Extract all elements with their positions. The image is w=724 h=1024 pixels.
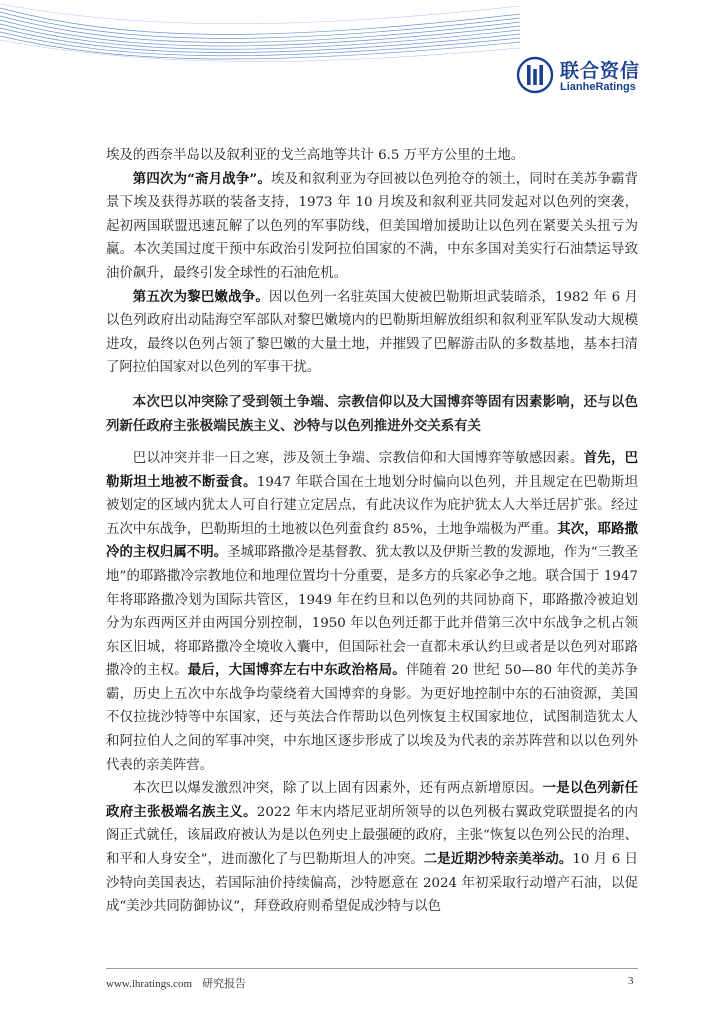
footer-website-link[interactable]: www.lhratings.com bbox=[106, 978, 193, 990]
footer-divider bbox=[106, 968, 638, 969]
paragraph-fourth-war bbox=[106, 168, 638, 286]
paragraph-fifth-war bbox=[106, 286, 638, 380]
paragraph-text: 本次巴以爆发激烈冲突，除了以上固有因素外，还有两点新增原因。 bbox=[132, 781, 543, 797]
paragraph-text: 埃及和叙利亚为夺回被以色列抢夺的领土，同时在美苏争霸背景下埃及获得苏联的装备支持，1973 年 10 月埃及和叙利亚共同发起对以色列的突袭，起初两国联盟迅速瓦解了以色列的军事防线，但美国增加援助让以色列在紧要关头扭亏为赢。本次美国过度干预中东政治引发阿拉伯国家的不满，中东多国对美实行石油禁运导致油价飙升，最终引发全球性的石油危机。 bbox=[106, 171, 638, 281]
footer-left bbox=[106, 975, 246, 991]
header-wave-decoration bbox=[0, 0, 520, 70]
section-heading: 本次巴以冲突除了受到领土争端、宗教信仰以及大国博弈等固有因素影响，还与以色列新任政府主张极端民族主义、沙特与以色列推进外交关系有关 bbox=[106, 393, 638, 434]
paragraph-text: 巴以冲突并非一日之寒，涉及领土争端、宗教信仰和大国博弈等敏感因素。 bbox=[132, 450, 584, 466]
page-number: 3 bbox=[628, 975, 634, 987]
bold-lead: 第五次为黎巴嫩战争。 bbox=[132, 288, 269, 305]
bold-point-last: 最后，大国博弈左右中东政治格局。 bbox=[187, 662, 406, 679]
paragraph-text: 2022 年末内塔尼亚胡所领导的以色列极右翼政党联盟提名的内阁正式就任，该届政府被认为是以色列史上最强硬的政府，主张“恢复以色列公民的治理、和平和人身安全”，进而激化了与巴勒斯坦人的冲突。 bbox=[106, 804, 638, 868]
paragraph-text: 圣城耶路撒冷是基督教、犹太教以及伊斯兰教的发源地，作为“三教圣地”的耶路撒冷宗教地位和地理位置均十分重要，是多方的兵家必争之地。联合国于 1947 年将耶路撒冷划为国际共管区，1949 年在约旦和以色列的共同协商下，耶路撒冷被迫划分为东西两区并由两国分别控制，1950 年以色列迁都于此并借第三次中东战争之机占领东区旧城，将耶路撒冷全境收入囊中，但国际社会一直都未承认约旦或者是以色列对耶路撒冷的主权。 bbox=[106, 545, 639, 679]
paragraph-text: 因以色列一名驻英国大使被巴勒斯坦武装暗杀，1982 年 6 月以色列政府出动陆海空军部队对黎巴嫩境内的巴勒斯坦解放组织和叙利亚军队发动大规模进攻，最终以色列占领了黎巴嫩的大量土地，并摧毁了巴解游击队的多数基地，基本扫清了阿拉伯国家对以色列的军事干扰。 bbox=[106, 289, 639, 376]
footer-report-label: 研究报告 bbox=[202, 978, 247, 990]
paragraph-new-causes bbox=[106, 777, 638, 919]
report-body bbox=[106, 144, 638, 919]
company-logo bbox=[516, 56, 716, 96]
bold-point-two: 二是近期沙特亲美举动。 bbox=[423, 851, 573, 868]
logo-chinese-name: 联合资信 bbox=[560, 60, 641, 82]
logo-english-name: LianheRatings bbox=[560, 81, 636, 93]
lianhe-logo-icon bbox=[516, 56, 554, 94]
bold-point-first: 首先，巴勒斯坦土地被不断蚕食。 bbox=[106, 449, 638, 490]
paragraph-text: 伴随着 20 世纪 50—80 年代的美苏争霸，历史上五次中东战争均蒙绕着大国博弈的身影。为更好地控制中东的石油资源，美国不仅拉拢沙特等中东国家，还与英法合作帮助以色列恢复主权国家地位，试图制造犹太人和阿拉伯人之间的军事冲突，中东地区逐步形成了以埃及为代表的亲苏阵营和以以色列外代表的亲美阵营。 bbox=[106, 663, 639, 773]
bold-lead: 第四次为“斋月战争”。 bbox=[132, 170, 272, 187]
paragraph-text: 10 月 6 日沙特向美国表达，若国际油价持续偏高，沙特愿意在 2024 年初采取行动增产石油，以促成“美沙共同防御协议”，拜登政府则希望促成沙特与以色 bbox=[106, 852, 639, 915]
bold-point-second: 其次，耶路撒冷的主权归属不明。 bbox=[106, 520, 638, 561]
paragraph-root-causes bbox=[106, 447, 638, 777]
paragraph-text: 埃及的西奈半岛以及叙利亚的戈兰高地等共计 6.5 万平方公里的土地。 bbox=[106, 148, 525, 163]
paragraph-text: 1947 年联合国在土地划分时偏向以色列，并且规定在巴勒斯坦被划定的区域内犹太人可自行建立定居点，有此决议作为庇护犹太人大举迁居扩张。经过五次中东战争，巴勒斯坦的土地被以色列蚕食约 85%，土地争端极为严重。 bbox=[106, 474, 638, 537]
paragraph-continuation bbox=[106, 144, 638, 168]
bold-point-one: 一是以色列新任政府主张极端名族主义。 bbox=[106, 780, 638, 820]
